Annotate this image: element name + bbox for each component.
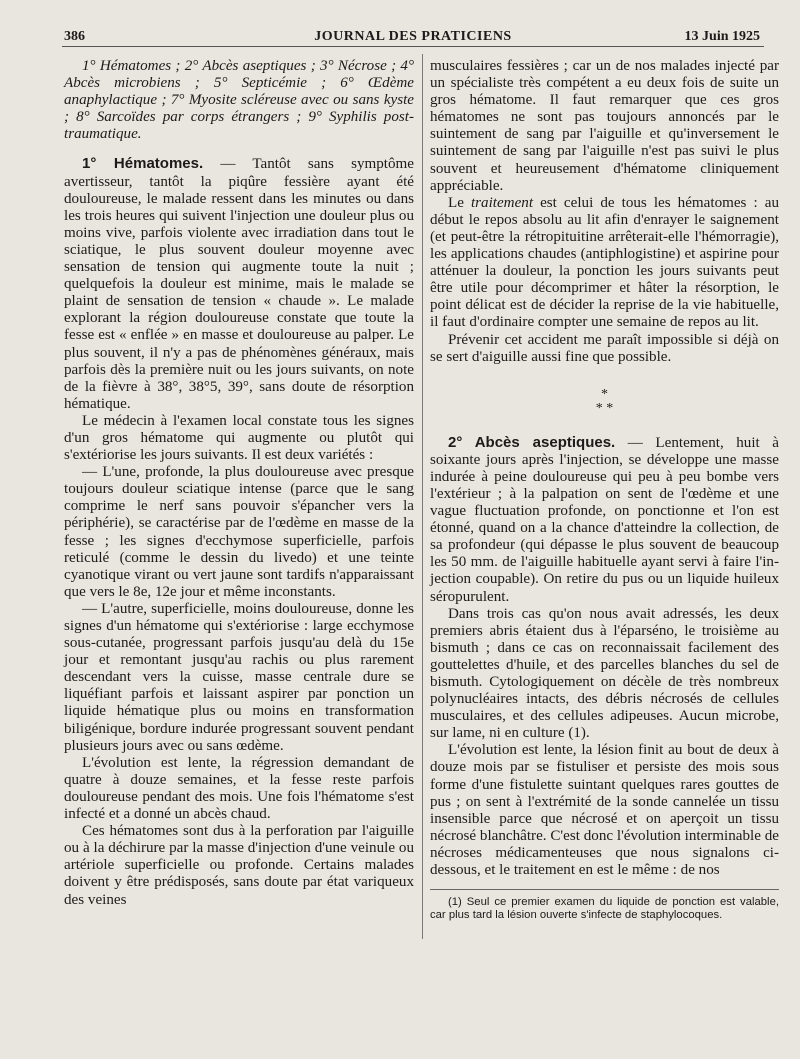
footnote: (1) Seul ce premier examen du liquide de ponction est valable, car plus tard la lésion ouverte s'infecte de staphylocoques. xyxy=(430,896,779,922)
section-hematomes xyxy=(64,155,414,412)
asterisk-top: * xyxy=(601,386,608,402)
issue-date: 13 Juin 1925 xyxy=(684,29,760,44)
paragraph: Ces hématomes sont dus à la perforation par l'aiguille ou à la déchirure par la masse d'injection d'une veinule ou artériole superficielle ou profonde. Certains malades doivent y être prédisposés, sans doute par état variqueux des veines xyxy=(64,823,414,908)
paragraph: — L'autre, superficielle, moins douloureuse, donne les signes d'un hématome qui s'extériorise : large ecchymose sous-cutanée, progressant parfois jusqu'au delà du 15e jour et remontant jusqu'au rachis ou plus rarement descendant vers la cuisse, masse centrale dure se liquéfiant parfois et laissant aspirer par ponction un liquide hématique plus ou moins en transformation biligénique, bordure indurée progressant souvent pendant plusieurs jours avec ou sans œdème. xyxy=(64,600,414,754)
footnote-rule xyxy=(430,889,779,890)
page-number: 386 xyxy=(64,29,85,44)
paragraph: L'évolution est lente, la régression demandant de quatre à douze semaines, et la fesse reste parfois douloureuse pendant des mois. Une fois l'hématome s'est infecté et a donné un abcès chaud. xyxy=(64,754,414,823)
paragraph: musculaires fessières ; car un de nos malades injecté par un spécialiste très compétent a eu deux fois de suite un gros hématome. Il faut remarquer que ces gros hématomes ne sont pas toujours annoncés par le suintement de sang par l'aiguille et qu'inversement le suintement de sang par l'aiguille n'est pas suivi le plus souvent et heureusement d'hématome cliniquement appréciable. xyxy=(430,58,779,194)
paragraph-text: Le xyxy=(448,194,471,211)
intro-list: 1° Hématomes ; 2° Abcès aseptiques ; 3° Nécrose ; 4° Abcès microbiens ; 5° Septicémie ; 6° Œdème anaphylactique ; 7° Myosite scléreuse avec ou sans kyste ; 8° Sarcoïdes par corps étrangers ; 9° Syphilis post-traumatique. xyxy=(64,58,414,143)
paragraph: L'évolution est lente, la lésion finit au bout de deux à douze mois par se fistuliser et persiste des mois sous forme d'une fistulette suintant quelques rares gouttes de pus ; on sent à l'extrémité de la sonde cannelée un tissu insensible parce que nécrosé et on aperçoit un tissu nécrosé blanchâtre. C'est donc l'évolution interminable de nécroses médicamenteuses que nous signalons ci-dessous, et le traitement en est le même : de nos xyxy=(430,742,779,879)
emphasis-traitement: traitement xyxy=(470,194,534,211)
left-column xyxy=(64,58,414,909)
journal-title: JOURNAL DES PRATICIENS xyxy=(314,29,512,44)
paragraph: Dans trois cas qu'on nous avait adressés, les deux premiers abris étaient dus à l'éparséno, le troisième au bismuth ; dans ce cas on reconnaissait facilement des gouttelettes d'huile, et des parcelles blanches du sel de bismuth. Cytologiquement on décèle de très nombreux polynucléaires intacts, des débris nécrosés de cellules musculaires, et des cellules adipeuses. Aucun microbe, sur lame, ni en culture (1). xyxy=(430,605,779,742)
paragraph-text: — Lentement, huit à soixante jours après l'injection, se développe une masse indurée à peine douloureuse qui peu à peu bombe vers l'extérieur ; à la palpation on sent de l'œdème et une vague fluctuation profonde, on ponctionne et l'on est étonné, quand on a la chance d'atteindre la collection, de sa profondeur (qui dépasse le plus souvent de beaucoup les 50 mm. de l'aiguille habituelle ayant servi à faire l'injection coupable). On retire du pus ou un liquide huileux séropurulent. xyxy=(430,434,779,605)
asterisk-bottom: * * xyxy=(595,400,614,416)
paragraph-text: est celui de tous les hématomes : au début le repos absolu au lit afin d'enrayer le saignement (et peut-être la rétropituitine arrêterait-elle l'hémorragie), les applications chaudes (antiphlogistine) et aspirine pour atténuer la douleur, la ponction les jours suivants peut être utile pour décomprimer et hâter la résorption, le point délicat est de décider la reprise de la vie habituelle, il faut d'ordinaire compter une semaine de repos au lit. xyxy=(430,194,779,331)
paragraph: — L'une, profonde, la plus douloureuse avec presque toujours douleur sciatique intense (parce que le sang comprime le nerf sans pouvoir s'épancher vers la périphérie), se caractérise par de l'œdème en masse de la fesse ; les signes d'ecchymose superficielle, parfois reticulé (comme le dessin du livedo) et une teinte cyanotique virant ou vert jaune sont tardifs n'apparaissant que vers le 8e, 12e jour et même inconstants. xyxy=(64,464,414,600)
section-abces xyxy=(430,434,779,606)
section-separator xyxy=(430,388,779,416)
paragraph-traitement xyxy=(430,195,779,332)
section-heading-abces: 2° Abcès aseptiques. xyxy=(448,433,616,451)
running-header xyxy=(62,26,764,47)
paragraph: Prévenir cet accident me paraît impossible si déjà on se sert d'aiguille aussi fine que possible. xyxy=(430,331,779,365)
paragraph: Le médecin à l'examen local constate tous les signes d'un gros hématome qui augmente ou plutôt qui s'extériorise les jours suivants. Il est deux variétés : xyxy=(64,412,414,464)
right-column xyxy=(430,58,779,922)
column-divider xyxy=(422,54,423,939)
paragraph-text: — Tantôt sans symptôme avertisseur, tantôt la piqûre fessière ayant été douloureuse, le malade ressent dans les minutes ou dans les trois heures qui suivent l'injection une douleur plus ou moins vive, parfois violente avec irradiation dans tout le sciatique, le plus souvent douleur moyenne avec sensation de tension qui augmente toute la nuit ; quelquefois la douleur est minime, mais le malade se plaint de sensation de tension « chaude ». Le malade explorant la région douloureuse constate que toute la fesse est « enflée » en masse et douloureuse au palper. Le plus souvent, il n'y a pas de phénomènes généraux, mais parfois dès la première nuit ou les jours suivants, on note de la fièvre à 38°, 38°5, 39°, sans doute de résorption hématique. xyxy=(64,156,414,412)
section-heading-hematomes: 1° Hématomes. xyxy=(82,155,204,173)
